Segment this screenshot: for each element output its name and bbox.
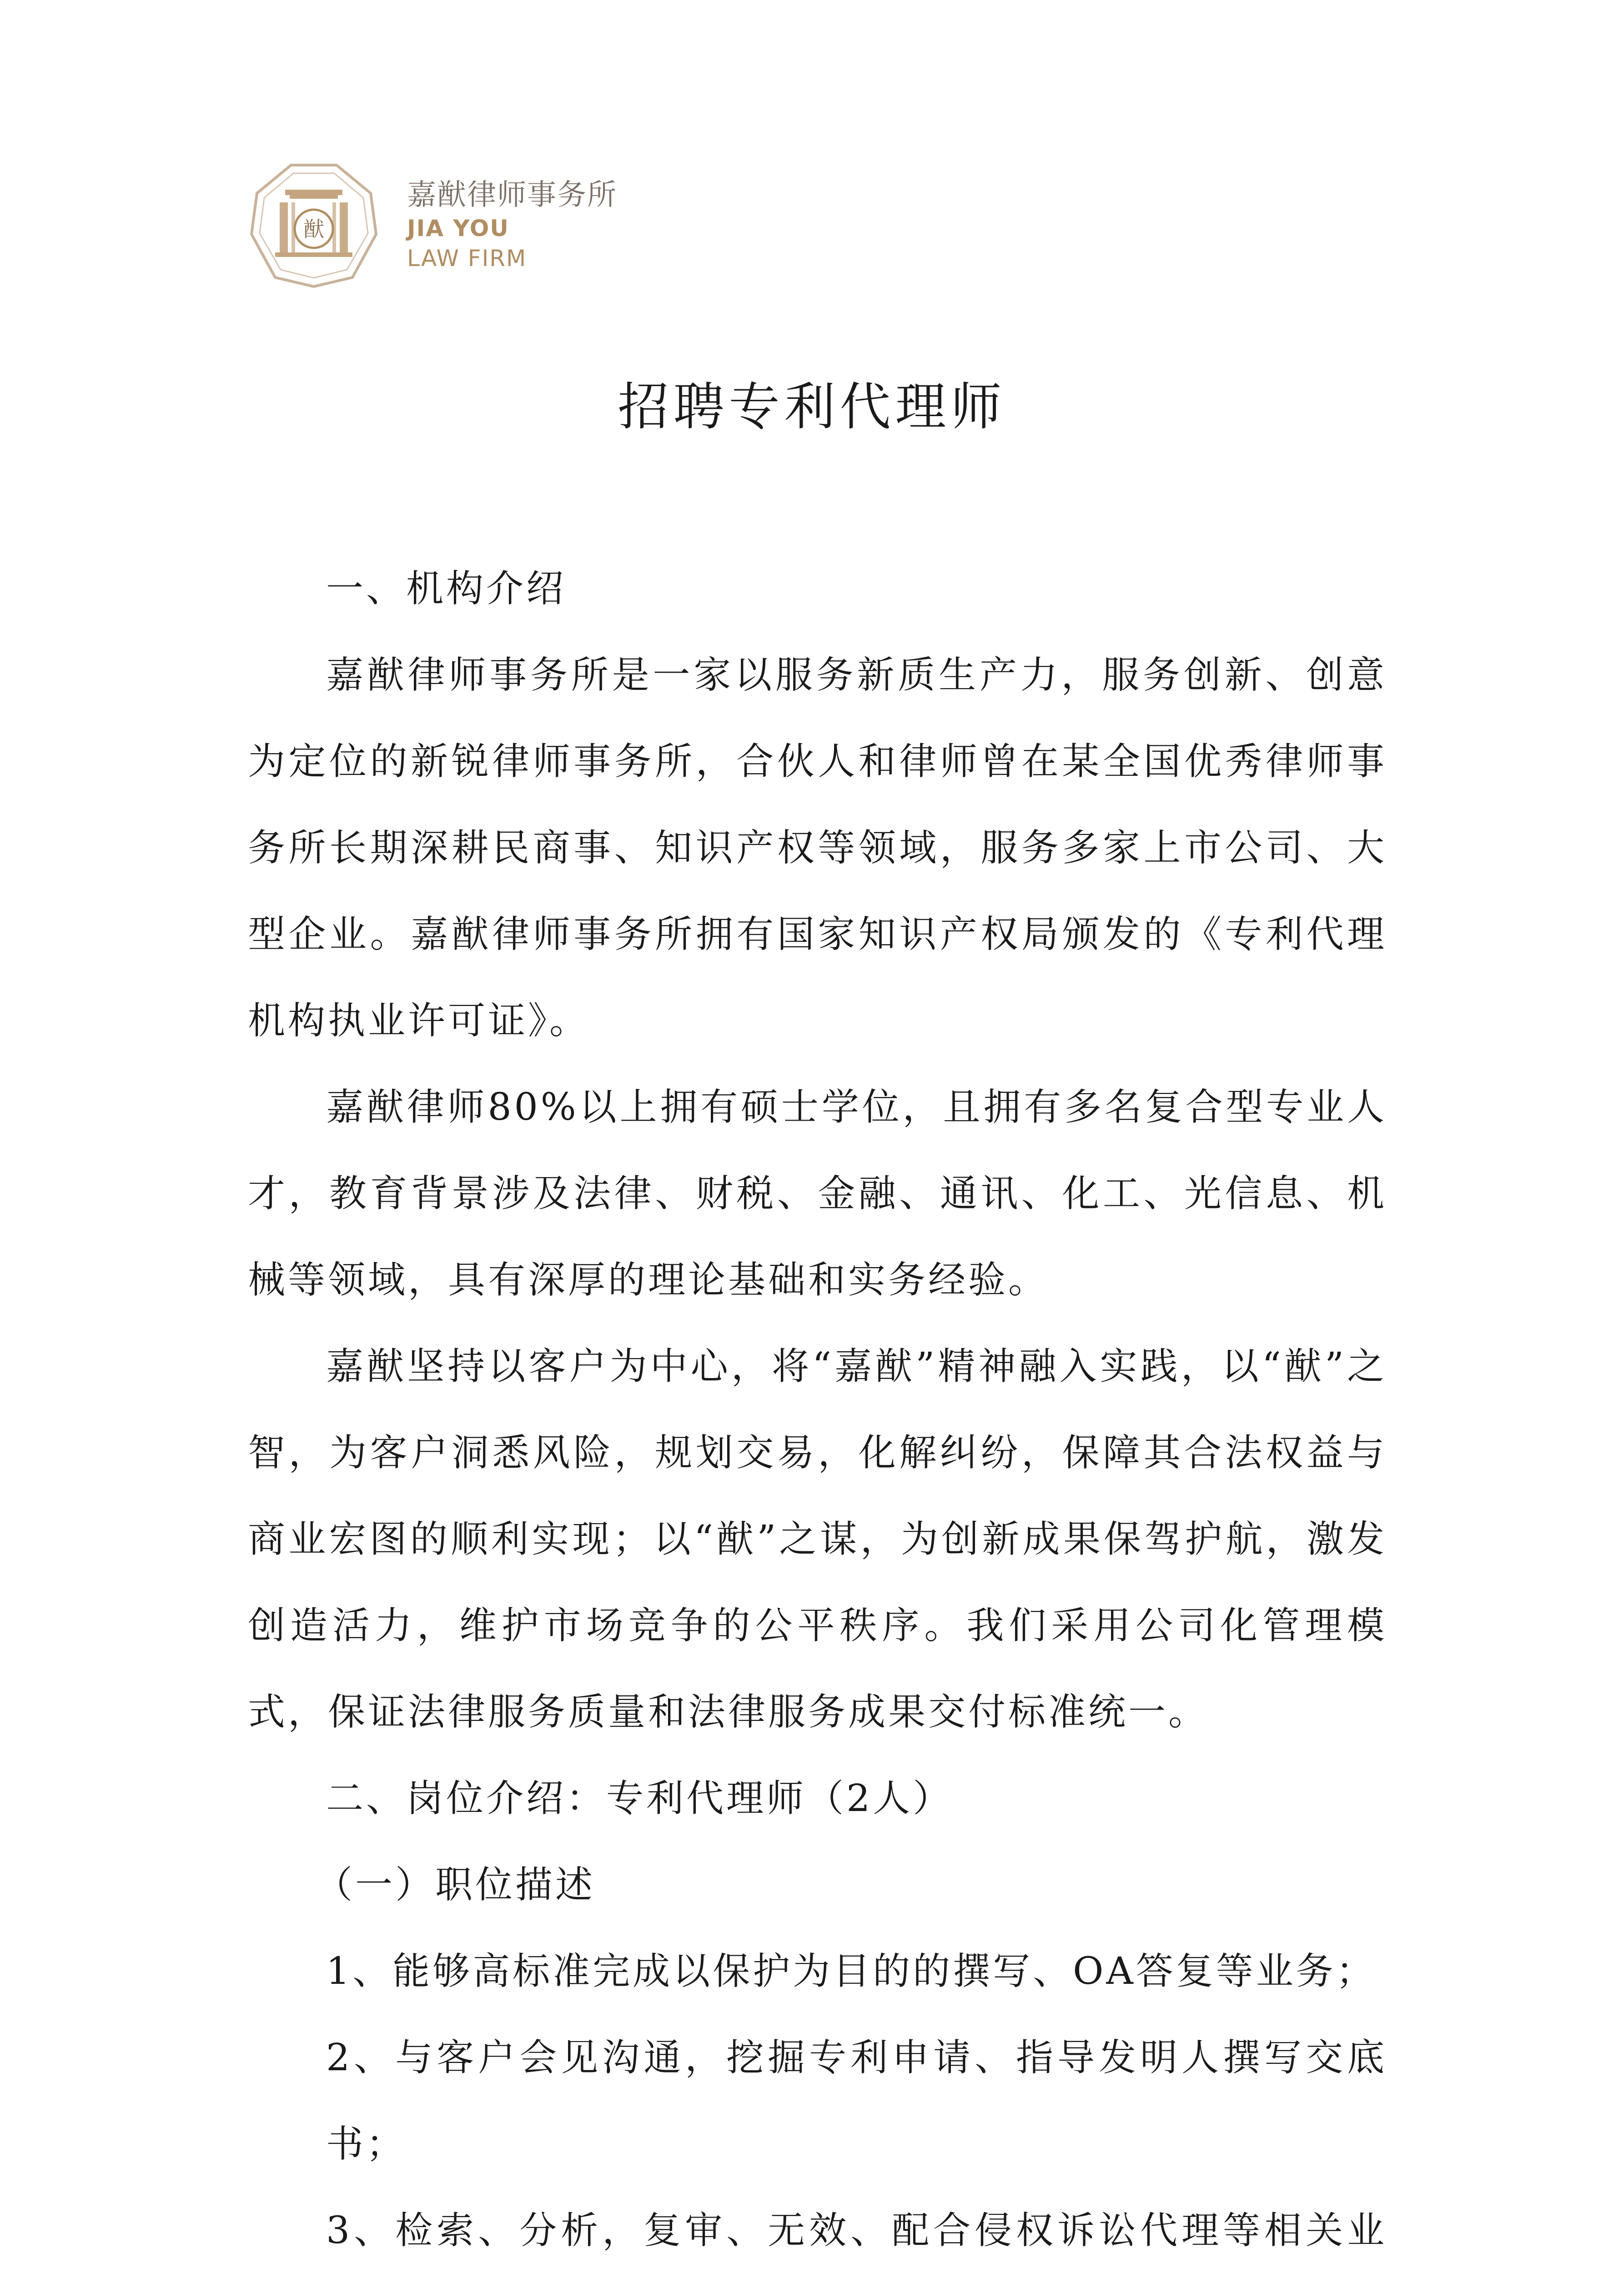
page-title: 招聘专利代理师	[618, 377, 1006, 437]
list-item: 3、检索、分析，复审、无效、配合侵权诉讼代理等相关业	[326, 2209, 1387, 2252]
list-item: 1、能够高标准完成以保护为目的的撰写、OA答复等业务；	[326, 1950, 1376, 1993]
seal-logo-char: 猷	[303, 217, 324, 241]
paragraph: 嘉猷律师80%以上拥有硕士学位，且拥有多名复合型专业人才，教育背景涉及法律、财税、金融、通讯、化工、光信息、机械等领域，具有深厚的理论基础和实务经验。	[248, 1086, 1387, 1302]
list-item: 2、与客户会见沟通，挖掘专利申请、指导发明人撰写交底书；	[326, 2036, 1387, 2166]
firm-name-cn: 嘉猷律师事务所	[407, 178, 617, 212]
seal-logo-icon	[248, 161, 380, 289]
letterhead	[248, 161, 617, 289]
firm-name-block	[407, 177, 617, 273]
paragraph: 嘉猷律师事务所是一家以服务新质生产力，服务创新、创意为定位的新锐律师事务所，合伙人和律师曾在某全国优秀律师事务所长期深耕民商事、知识产权等领域，服务多家上市公司、大型企业。嘉猷律师事务所拥有国家知识产权局颁发的《专利代理机构执业许可证》。	[248, 654, 1387, 1042]
section-heading-intro: 一、机构介绍	[326, 567, 567, 610]
sub-heading-duties: （一）职位描述	[315, 1863, 596, 1907]
document-body	[248, 546, 1387, 2274]
firm-name-en-1: JIA YOU	[407, 215, 509, 241]
firm-name-en-2: LAW FIRM	[407, 245, 527, 272]
paragraph: 嘉猷坚持以客户为中心，将“嘉猷”精神融入实践，以“猷”之智，为客户洞悉风险，规划交易，化解纠纷，保障其合法权益与商业宏图的顺利实现；以“猷”之谋，为创新成果保驾护航，激发创造活力，维护市场竞争的公平秩序。我们采用公司化管理模式，保证法律服务质量和法律服务成果交付标准统一。	[248, 1345, 1387, 1734]
section-heading-position: 二、岗位介绍：专利代理师（2人）	[326, 1777, 953, 1820]
